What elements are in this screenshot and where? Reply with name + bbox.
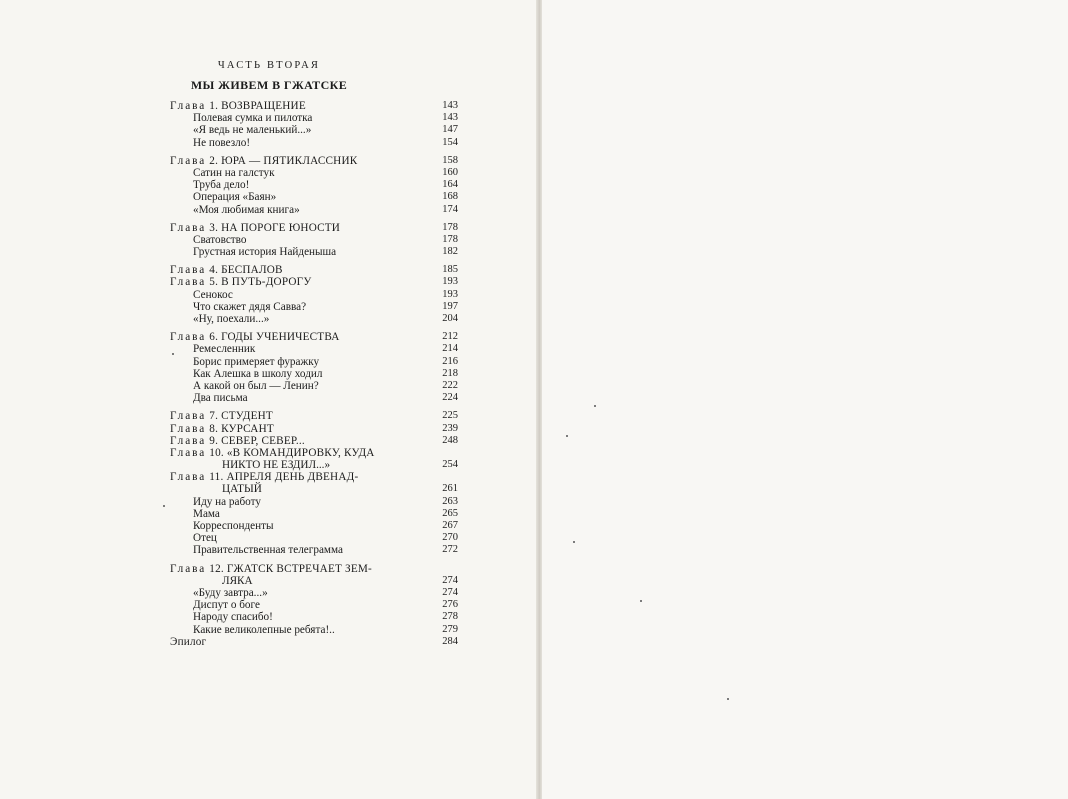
toc-entry-title: Мама (193, 507, 220, 520)
toc-entry-title: Диспут о боге (193, 599, 260, 612)
toc-page-number: 222 (442, 379, 458, 391)
toc-entry-row (170, 380, 458, 392)
toc-page-number: 254 (442, 459, 458, 471)
paper-speck (727, 698, 729, 700)
toc-entry-title: ЛЯКА (222, 574, 253, 587)
chapter-word: Глава (170, 562, 207, 575)
toc-entry-title (170, 276, 311, 288)
toc-entry-title: Полевая сумка и пилотка (193, 112, 313, 125)
chapter-word: Глава (170, 100, 207, 112)
toc-entry-row (170, 137, 458, 149)
toc-page-number: 267 (442, 520, 458, 531)
chapter-word: Глава (170, 154, 207, 167)
chapter-title: 1. ВОЗВРАЩЕНИЕ (206, 100, 306, 112)
toc-entry-title: Операция «Баян» (193, 191, 277, 204)
toc-entry-title: Сатин на галстук (193, 166, 275, 179)
toc-entry-title: Труба дело! (193, 179, 250, 192)
toc-chapter-row (170, 276, 458, 288)
chapter-word: Глава (170, 264, 207, 277)
toc-entry-title: Грустная история Найденыша (193, 246, 337, 259)
toc-page-number: 284 (442, 635, 458, 647)
toc-entry-row (170, 301, 458, 313)
toc-entry-title: «Я ведь не маленький...» (193, 124, 312, 137)
chapter-title: 12. ГЖАТСК ВСТРЕЧАЕТ ЗЕМ- (206, 562, 372, 575)
paper-speck (566, 435, 568, 437)
toc-entry-row (170, 587, 458, 599)
chapter-title: 5. В ПУТЬ-ДОРОГУ (206, 276, 312, 289)
toc-epilog-row (170, 636, 458, 648)
toc-entry-title (170, 563, 372, 575)
chapter-title: 3. НА ПОРОГЕ ЮНОСТИ (206, 221, 341, 234)
toc-chapter-row (170, 410, 458, 422)
toc-page-number: 274 (442, 586, 458, 598)
chapter-title: 2. ЮРА — ПЯТИКЛАССНИК (206, 154, 358, 167)
toc-entry-row (170, 532, 458, 544)
toc-entry-title: Эпилог (170, 635, 207, 648)
toc-entry-title: Отец (193, 532, 217, 545)
toc-page-number: 178 (442, 221, 458, 233)
toc-entry-title: «Ну, поехали...» (193, 313, 270, 325)
toc-entry-row (170, 459, 458, 471)
toc-page-number: 276 (442, 599, 458, 611)
toc-entry-row (170, 246, 458, 258)
toc-entry-title: Какие великолепные ребята!.. (193, 623, 335, 636)
toc-entry-row (170, 356, 458, 368)
toc-entry-row (170, 520, 458, 532)
toc-entry-title (170, 447, 375, 459)
toc-chapter-row (170, 447, 458, 459)
toc-entry-title (170, 471, 358, 483)
toc-page-number: 160 (442, 166, 458, 178)
toc-page-number: 164 (442, 179, 458, 191)
toc-page-number: 218 (442, 367, 458, 379)
paper-speck (573, 541, 575, 543)
toc-entry-row (170, 289, 458, 301)
toc-entry-title (170, 423, 274, 435)
toc-chapter-row (170, 423, 458, 435)
chapter-title: 10. «В КОМАНДИРОВКУ, КУДА (206, 446, 375, 459)
toc-entry-title: Народу спасибо! (193, 611, 273, 624)
toc-page-number: 265 (442, 507, 458, 519)
toc-entry-title: НИКТО НЕ ЕЗДИЛ...» (222, 459, 331, 472)
table-of-contents (170, 100, 458, 648)
toc-page-number: 158 (442, 154, 458, 166)
toc-page-number: 143 (442, 112, 458, 124)
toc-page-number: 279 (442, 623, 458, 635)
chapter-word: Глава (170, 434, 207, 447)
toc-page-number: 272 (442, 544, 458, 556)
toc-chapter-row (170, 435, 458, 447)
toc-entry-title: «Моя любимая книга» (193, 203, 300, 216)
right-page (542, 0, 1068, 799)
toc-page-number: 278 (442, 611, 458, 623)
chapter-title: 6. ГОДЫ УЧЕНИЧЕСТВА (206, 331, 340, 344)
toc-entry-title (170, 155, 357, 167)
toc-entry-row (170, 313, 458, 325)
toc-chapter-row (170, 100, 458, 112)
toc-entry-title (170, 264, 283, 276)
toc-entry-row (170, 624, 458, 636)
part-title: МЫ ЖИВЕМ В ГЖАТСКЕ (190, 78, 348, 92)
chapter-title: 8. КУРСАНТ (206, 422, 274, 435)
toc-entry-title: ЦАТЫЙ (222, 483, 262, 496)
toc-page-number: 263 (442, 495, 458, 507)
toc-page-number: 214 (442, 343, 458, 355)
toc-chapter-row (170, 155, 458, 167)
toc-chapter-row (170, 563, 458, 575)
part-label: ЧАСТЬ ВТОРАЯ (217, 60, 321, 71)
chapter-word: Глава (170, 446, 207, 459)
toc-entry-row (170, 167, 458, 179)
toc-entry-title: Иду на работу (193, 495, 261, 508)
toc-chapter-row (170, 471, 458, 483)
toc-entry-row (170, 599, 458, 611)
toc-entry-title (170, 222, 340, 234)
toc-entry-title: Правительственная телеграмма (193, 544, 343, 557)
toc-page-number: 261 (442, 483, 458, 495)
toc-page-number: 197 (442, 300, 458, 312)
toc-entry-title: А какой он был — Ленин? (193, 379, 319, 392)
toc-page-number: 143 (442, 100, 458, 111)
toc-entry-title: Корреспонденты (193, 520, 274, 532)
toc-entry-row (170, 112, 458, 124)
chapter-title: 4. БЕСПАЛОВ (206, 264, 283, 277)
toc-entry-row (170, 496, 458, 508)
toc-entry-title: Два письма (193, 392, 248, 405)
toc-entry-title: Сенокос (193, 288, 233, 301)
toc-chapter-row (170, 264, 458, 276)
toc-entry-row (170, 204, 458, 216)
chapter-title: 11. АПРЕЛЯ ДЕНЬ ДВЕНАД- (206, 471, 359, 484)
toc-entry-title: Как Алешка в школу ходил (193, 367, 323, 380)
toc-entry-row (170, 508, 458, 520)
toc-chapter-row (170, 222, 458, 234)
toc-entry-title: «Буду завтра...» (193, 586, 268, 599)
toc-entry-row (170, 575, 458, 587)
toc-page-number: 204 (442, 313, 458, 324)
toc-entry-title (170, 410, 273, 422)
toc-page-number: 225 (442, 410, 458, 422)
chapter-word: Глава (170, 410, 207, 423)
toc-entry-row (170, 368, 458, 380)
chapter-word: Глава (170, 471, 207, 484)
chapter-word: Глава (170, 276, 207, 289)
toc-page-number: 182 (442, 246, 458, 258)
toc-page-number: 185 (442, 264, 458, 276)
toc-entry-row (170, 179, 458, 191)
toc-page-number: 274 (442, 574, 458, 586)
toc-page-number: 174 (442, 203, 458, 215)
toc-page-number: 270 (442, 532, 458, 544)
toc-entry-title: Что скажет дядя Савва? (193, 300, 307, 313)
paper-speck (163, 505, 165, 507)
chapter-word: Глава (170, 221, 207, 234)
toc-entry-title: Ремесленник (193, 343, 256, 356)
paper-speck (640, 600, 642, 602)
toc-page-number: 224 (442, 392, 458, 404)
chapter-word: Глава (170, 422, 207, 435)
chapter-word: Глава (170, 331, 207, 344)
toc-page-number: 248 (442, 434, 458, 446)
toc-entry-row (170, 611, 458, 623)
toc-page-number: 212 (442, 331, 458, 343)
toc-entry-title (170, 435, 305, 447)
toc-entry-title: Сватовство (193, 233, 247, 246)
toc-entry-row (170, 392, 458, 404)
toc-page-number: 193 (442, 276, 458, 288)
toc-page-number: 178 (442, 233, 458, 245)
chapter-title: 9. СЕВЕР, СЕВЕР... (206, 434, 305, 447)
toc-page-number: 216 (442, 355, 458, 367)
toc-entry-title (170, 331, 340, 343)
toc-entry-row (170, 343, 458, 355)
toc-entry-title (170, 100, 306, 112)
toc-entry-row (170, 191, 458, 203)
toc-page-number: 193 (442, 288, 458, 300)
toc-entry-row (170, 544, 458, 556)
toc-entry-row (170, 234, 458, 246)
toc-page-number: 147 (442, 124, 458, 136)
paper-speck (172, 353, 174, 355)
toc-entry-title: Не повезло! (193, 136, 251, 149)
toc-page-number: 239 (442, 422, 458, 434)
paper-speck (594, 405, 596, 407)
toc-entry-title: Борис примеряет фуражку (193, 355, 320, 368)
toc-entry-row (170, 124, 458, 136)
toc-chapter-row (170, 331, 458, 343)
chapter-title: 7. СТУДЕНТ (206, 410, 273, 423)
toc-page-number: 168 (442, 191, 458, 203)
toc-page-number: 154 (442, 136, 458, 148)
toc-entry-row (170, 483, 458, 495)
